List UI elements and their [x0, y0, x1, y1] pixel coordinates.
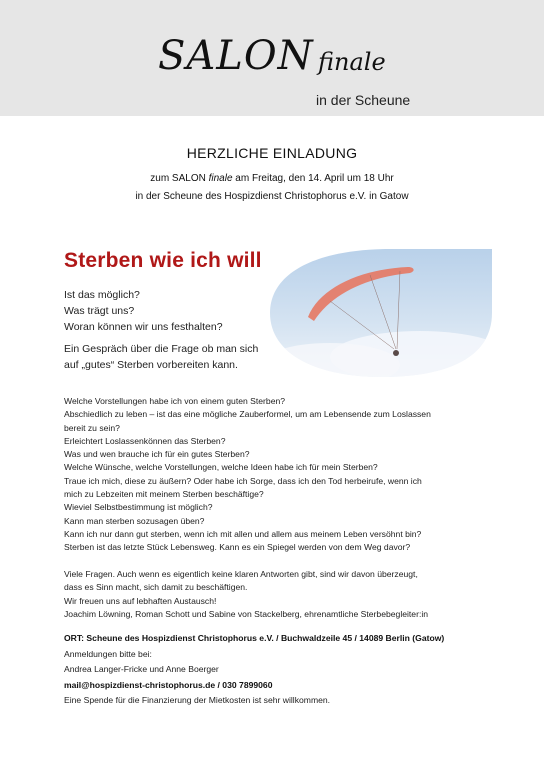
- question-list: [64, 287, 223, 335]
- body-line: Wieviel Selbstbestimmung ist möglich?: [64, 502, 213, 513]
- talk-description: [64, 341, 258, 373]
- body-line: Welche Vorstellungen habe ich von einem guten Sterben?: [64, 396, 286, 406]
- body-line: bereit zu sein?: [64, 422, 120, 433]
- location-line: ORT: Scheune des Hospizdienst Christophorus e.V. / Buchwaldzeile 45 / 14089 Berlin (Gatow): [64, 633, 445, 643]
- headline: Sterben wie ich will: [64, 249, 262, 272]
- body-line: Welche Wünsche, welche Vorstellungen, welche Ideen habe ich für mein Sterben?: [64, 462, 378, 473]
- closing-paragraph: [64, 568, 484, 621]
- brand-place: in der Scheune: [316, 92, 411, 108]
- closing-line: Viele Fragen. Auch wenn es eigentlich keine klaren Antworten gibt, sind wir davon überzeugt,: [64, 569, 418, 579]
- body-line: Kann ich nur dann gut sterben, wenn ich mit allen und allem aus meinem Leben versöhnt bin?: [64, 528, 422, 539]
- question-line: Woran können wir uns festhalten?: [64, 321, 223, 333]
- invitation-date-line: [0, 173, 544, 184]
- header-banner: [0, 0, 544, 116]
- talk-line: auf „gutes“ Sterben vorbereiten kann.: [64, 359, 238, 371]
- invitation-suffix: am Freitag, den 14. April um 18 Uhr: [232, 173, 394, 184]
- invitation-location-line: in der Scheune des Hospizdienst Christophorus e.V. in Gatow: [135, 191, 409, 202]
- invitation-prefix: zum SALON: [150, 173, 209, 184]
- question-line: Was trägt uns?: [64, 305, 135, 317]
- brand-subtitle: finale: [318, 48, 386, 76]
- body-line: Abschiedlich zu leben – ist das eine mögliche Zauberformel, um am Lebensende zum Loslassen: [64, 409, 431, 420]
- invitation-emphasis: finale: [208, 173, 233, 184]
- question-paragraph: [64, 395, 484, 555]
- body-line: Erleichtert Loslassenkönnen das Sterben?: [64, 435, 226, 446]
- brand-title: SALON: [158, 33, 314, 79]
- question-line: Ist das möglich?: [64, 289, 140, 301]
- paraglider-pilot: [393, 350, 399, 356]
- body-line: Sterben ist das letzte Stück Lebensweg. Kann es ein Spiegel werden von dem Weg davor?: [64, 542, 411, 553]
- talk-line: Ein Gespräch über die Frage ob man sich: [64, 343, 259, 355]
- invitation-title: HERZLICHE EINLADUNG: [186, 145, 358, 161]
- organizers-line: Joachim Löwning, Roman Schott und Sabine von Stackelberg, ehrenamtliche Sterbebegleiter:in: [64, 608, 429, 619]
- donation-line: Eine Spende für die Finanzierung der Mietkosten ist sehr willkommen.: [64, 695, 331, 705]
- body-line: Was und wen brauche ich für ein gutes Sterben?: [64, 449, 250, 460]
- closing-line: dass es Sinn macht, sich damit zu beschäftigen.: [64, 582, 248, 593]
- paraglider-photo: [270, 249, 492, 377]
- contact-block: [64, 631, 494, 709]
- body-line: Kann man sterben sozusagen üben?: [64, 515, 205, 526]
- registration-label: Anmeldungen bitte bei:: [64, 648, 152, 659]
- contact-names: Andrea Langer-Fricke und Anne Boerger: [64, 664, 219, 674]
- closing-line: Wir freuen uns auf lebhaften Austausch!: [64, 595, 217, 606]
- email-phone-line: mail@hospizdienst-christophorus.de / 030 7899060: [64, 679, 273, 690]
- body-line: Traue ich mich, diese zu äußern? Oder habe ich Sorge, dass ich den Tod herbeirufe, wenn ich: [64, 475, 422, 486]
- body-line: mich zu Lebzeiten mit meinem Sterben beschäftige?: [64, 489, 264, 500]
